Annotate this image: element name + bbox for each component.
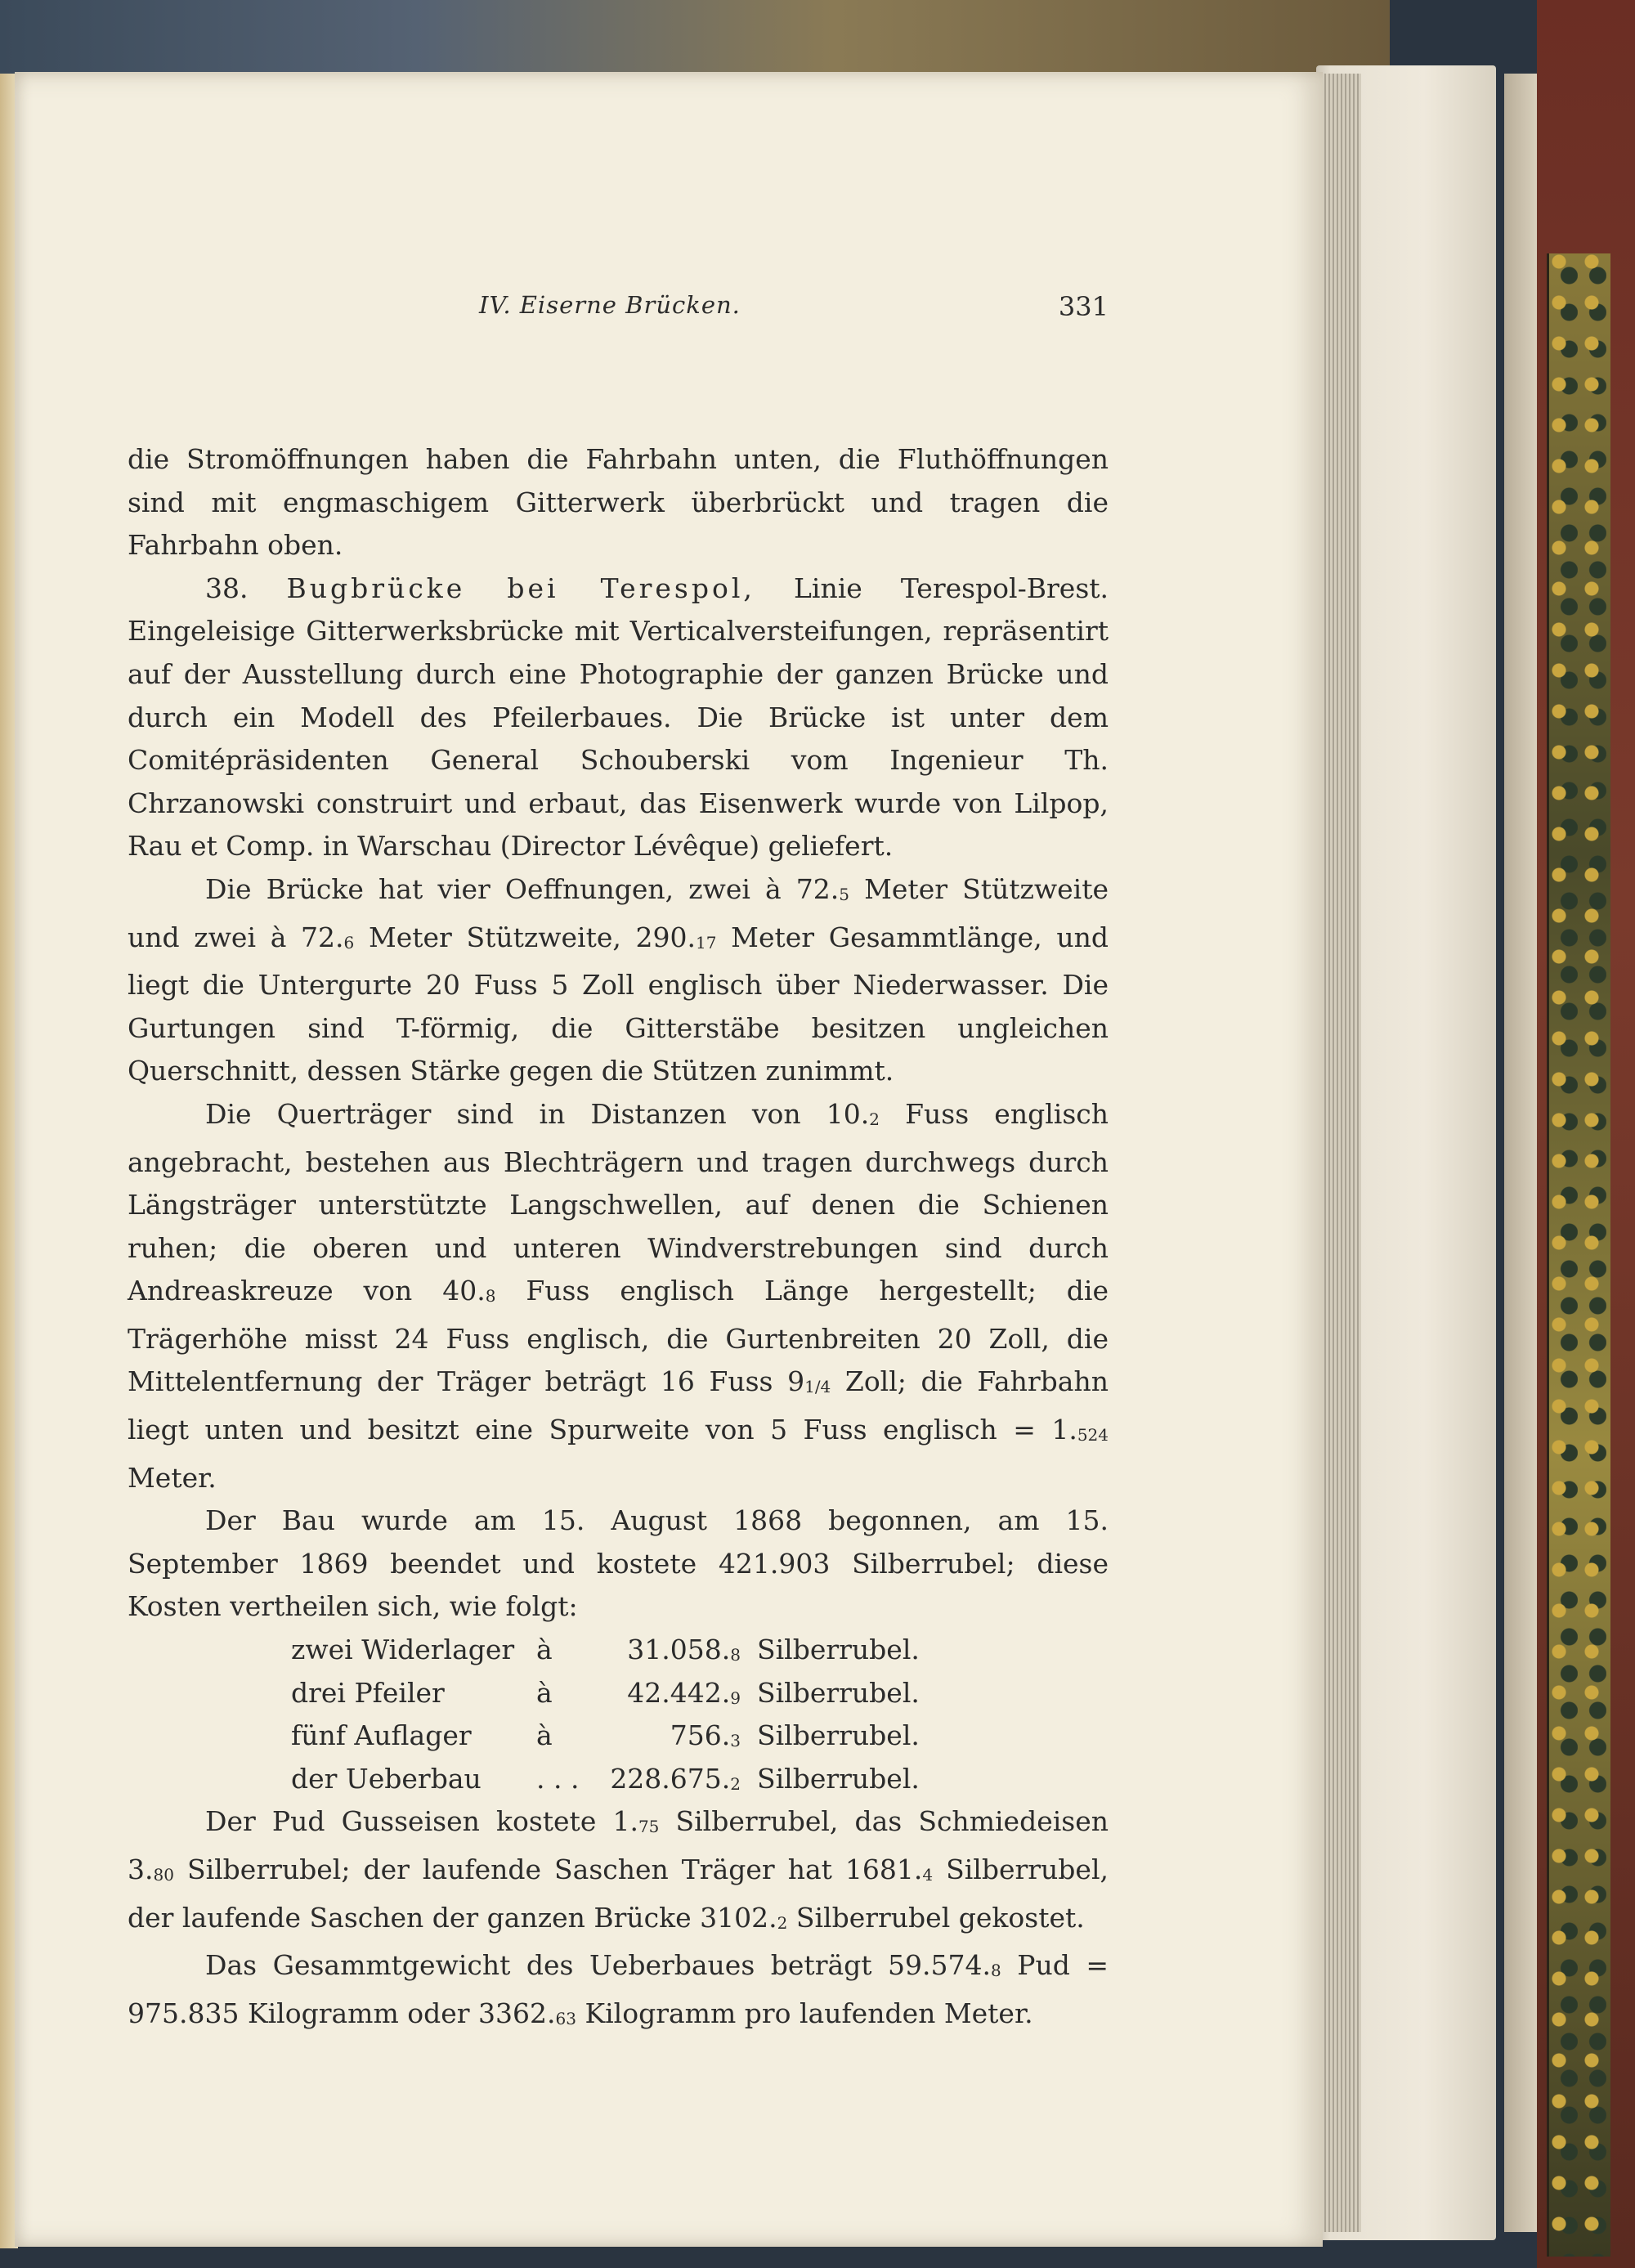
text-run: Silberrubel gekostet. — [787, 1901, 1085, 1934]
decimal-subscript: 6 — [343, 932, 355, 952]
decimal-subscript: 17 — [696, 932, 717, 952]
decimal-subscript: 8 — [485, 1286, 496, 1307]
paragraph-7 — [128, 1944, 1109, 2040]
cost-value — [598, 1714, 757, 1763]
cost-unit: Silberrubel. — [757, 1634, 920, 1666]
cost-amount: 31.058. — [627, 1634, 731, 1666]
text-run: Meter Stützweite und zwei à 72. — [128, 872, 1109, 953]
decimal-subscript: 2 — [869, 1109, 880, 1129]
paragraph-2 — [128, 567, 1109, 868]
cost-rate-mark: . . . — [536, 1762, 580, 1795]
cost-row — [291, 1714, 929, 1758]
decimal-subscript: 2 — [730, 1773, 741, 1794]
decimal-subscript: 75 — [638, 1817, 660, 1837]
page-number: 331 — [1058, 291, 1109, 322]
text-run: Der Pud Gusseisen kostete 1. — [205, 1805, 638, 1838]
cost-value — [598, 1672, 757, 1720]
decimal-subscript: 3 — [730, 1731, 741, 1751]
cost-row — [291, 1758, 929, 1801]
decimal-subscript: 4 — [922, 1865, 934, 1885]
body-text — [128, 438, 1109, 2040]
paragraph-3 — [128, 868, 1109, 1093]
cost-rate-mark: à — [536, 1719, 553, 1752]
decimal-subscript: 80 — [153, 1865, 174, 1885]
cost-rate-mark: à — [536, 1676, 553, 1709]
cost-unit: Silberrubel. — [757, 1762, 920, 1795]
cost-table — [291, 1629, 929, 1800]
fraction: 1/4 — [804, 1377, 831, 1397]
text-run: Die Querträger sind in Distanzen von 10. — [205, 1097, 870, 1130]
text-run: Meter. — [128, 1461, 217, 1494]
cost-row — [291, 1672, 929, 1715]
cost-label: fünf Auflager — [291, 1719, 472, 1752]
section-text: Linie Terespol-Brest. Eingeleisige Gitterwerksbrücke mit Verticalversteifungen, repräsentirt auf der Ausstellung durch eine Photographie der ganzen Brücke und durch ein Modell des Pfeilerbaues. Die Brücke ist unter dem Comitépräsidenten General Schouberski vom Ingenieur Th. Chrzanowski construirt und erbaut, das Eisenwerk wurde von Lilpop, Rau et Comp. in Warschau (Director Lévêque) geliefert. — [128, 571, 1109, 863]
cost-label: zwei Widerlager — [291, 1634, 515, 1666]
cost-label: der Ueberbau — [291, 1762, 482, 1795]
marbled-edge — [1547, 253, 1610, 2257]
cost-rate-mark: à — [536, 1634, 553, 1666]
paragraph-4 — [128, 1093, 1109, 1499]
book-cover-top — [0, 0, 1390, 78]
text-run: Silberrubel, das Schmiedeisen 3. — [128, 1805, 1109, 1885]
paragraph-6 — [128, 1800, 1109, 1944]
section-title: Bugbrücke bei Terespol, — [286, 571, 755, 604]
cost-amount: 42.442. — [627, 1676, 731, 1709]
paragraph-1: die Stromöffnungen haben die Fahrbahn unten, die Fluthöffnungen sind mit engmaschigem Gitterwerk überbrückt und tragen die Fahrbahn oben. — [128, 443, 1109, 562]
decimal-subscript: 5 — [839, 884, 850, 904]
cost-amount: 756. — [670, 1719, 731, 1752]
text-run: Kilogramm pro laufenden Meter. — [576, 1997, 1033, 2029]
decimal-subscript: 63 — [555, 2008, 576, 2028]
book-page — [15, 72, 1323, 2247]
page-edge — [1504, 74, 1537, 2232]
paragraph-5: Der Bau wurde am 15. August 1868 begonnen, am 15. September 1869 beendet und kostete 421.903 Silberrubel; diese Kosten vertheilen sich, wie folgt: — [128, 1504, 1109, 1623]
text-run: Zoll; die Fahrbahn liegt unten und besitzt eine Spurweite von 5 Fuss englisch = 1. — [128, 1365, 1109, 1446]
text-run: Das Gesammtgewicht des Ueberbaues beträgt 59.574. — [205, 1949, 991, 1982]
decimal-subscript: 9 — [730, 1688, 741, 1708]
cost-unit: Silberrubel. — [757, 1719, 920, 1752]
decimal-subscript: 8 — [991, 1961, 1001, 1981]
cost-amount: 228.675. — [610, 1762, 731, 1795]
text-run: Silberrubel, der laufende Saschen der ganzen Brücke 3102. — [128, 1853, 1109, 1934]
running-title: IV. Eiserne Brücken. — [479, 291, 741, 319]
text-run: Pud = 975.835 Kilogramm oder 3362. — [128, 1949, 1109, 2029]
text-run: Fuss englisch angebracht, bestehen aus Blechträgern und tragen durchwegs durch Längsträger unterstützte Langschwellen, auf denen die Schienen ruhen; die oberen und unteren Windverstrebungen sind durch Andreaskreuze von 40. — [128, 1097, 1109, 1307]
text-run: Fuss englisch Länge hergestellt; die Trägerhöhe misst 24 Fuss englisch, die Gurtenbreiten 20 Zoll, die Mittelentfernung der Träger beträgt 16 Fuss 9 — [128, 1275, 1109, 1398]
cost-row — [291, 1629, 929, 1672]
decimal-subscript: 2 — [777, 1912, 788, 1933]
cost-label: drei Pfeiler — [291, 1676, 445, 1709]
cost-value — [598, 1758, 757, 1806]
cost-unit: Silberrubel. — [757, 1676, 920, 1709]
text-run: Silberrubel; der laufende Saschen Träger hat 1681. — [173, 1853, 923, 1885]
text-run: Meter Gesammtlänge, und liegt die Untergurte 20 Fuss 5 Zoll englisch über Niederwasser. Die Gurtungen sind T-förmig, die Gitterstäbe besitzen ungleichen Querschnitt, dessen Stärke gegen die Stützen zunimmt. — [128, 921, 1109, 1087]
text-run: Meter Stützweite, 290. — [354, 921, 697, 953]
text-run: Die Brücke hat vier Oeffnungen, zwei à 72. — [205, 872, 840, 905]
cost-value — [598, 1629, 757, 1677]
section-number: 38. — [205, 571, 249, 604]
running-head — [128, 291, 1109, 324]
decimal-subscript: 524 — [1077, 1425, 1109, 1446]
decimal-subscript: 8 — [730, 1645, 741, 1665]
